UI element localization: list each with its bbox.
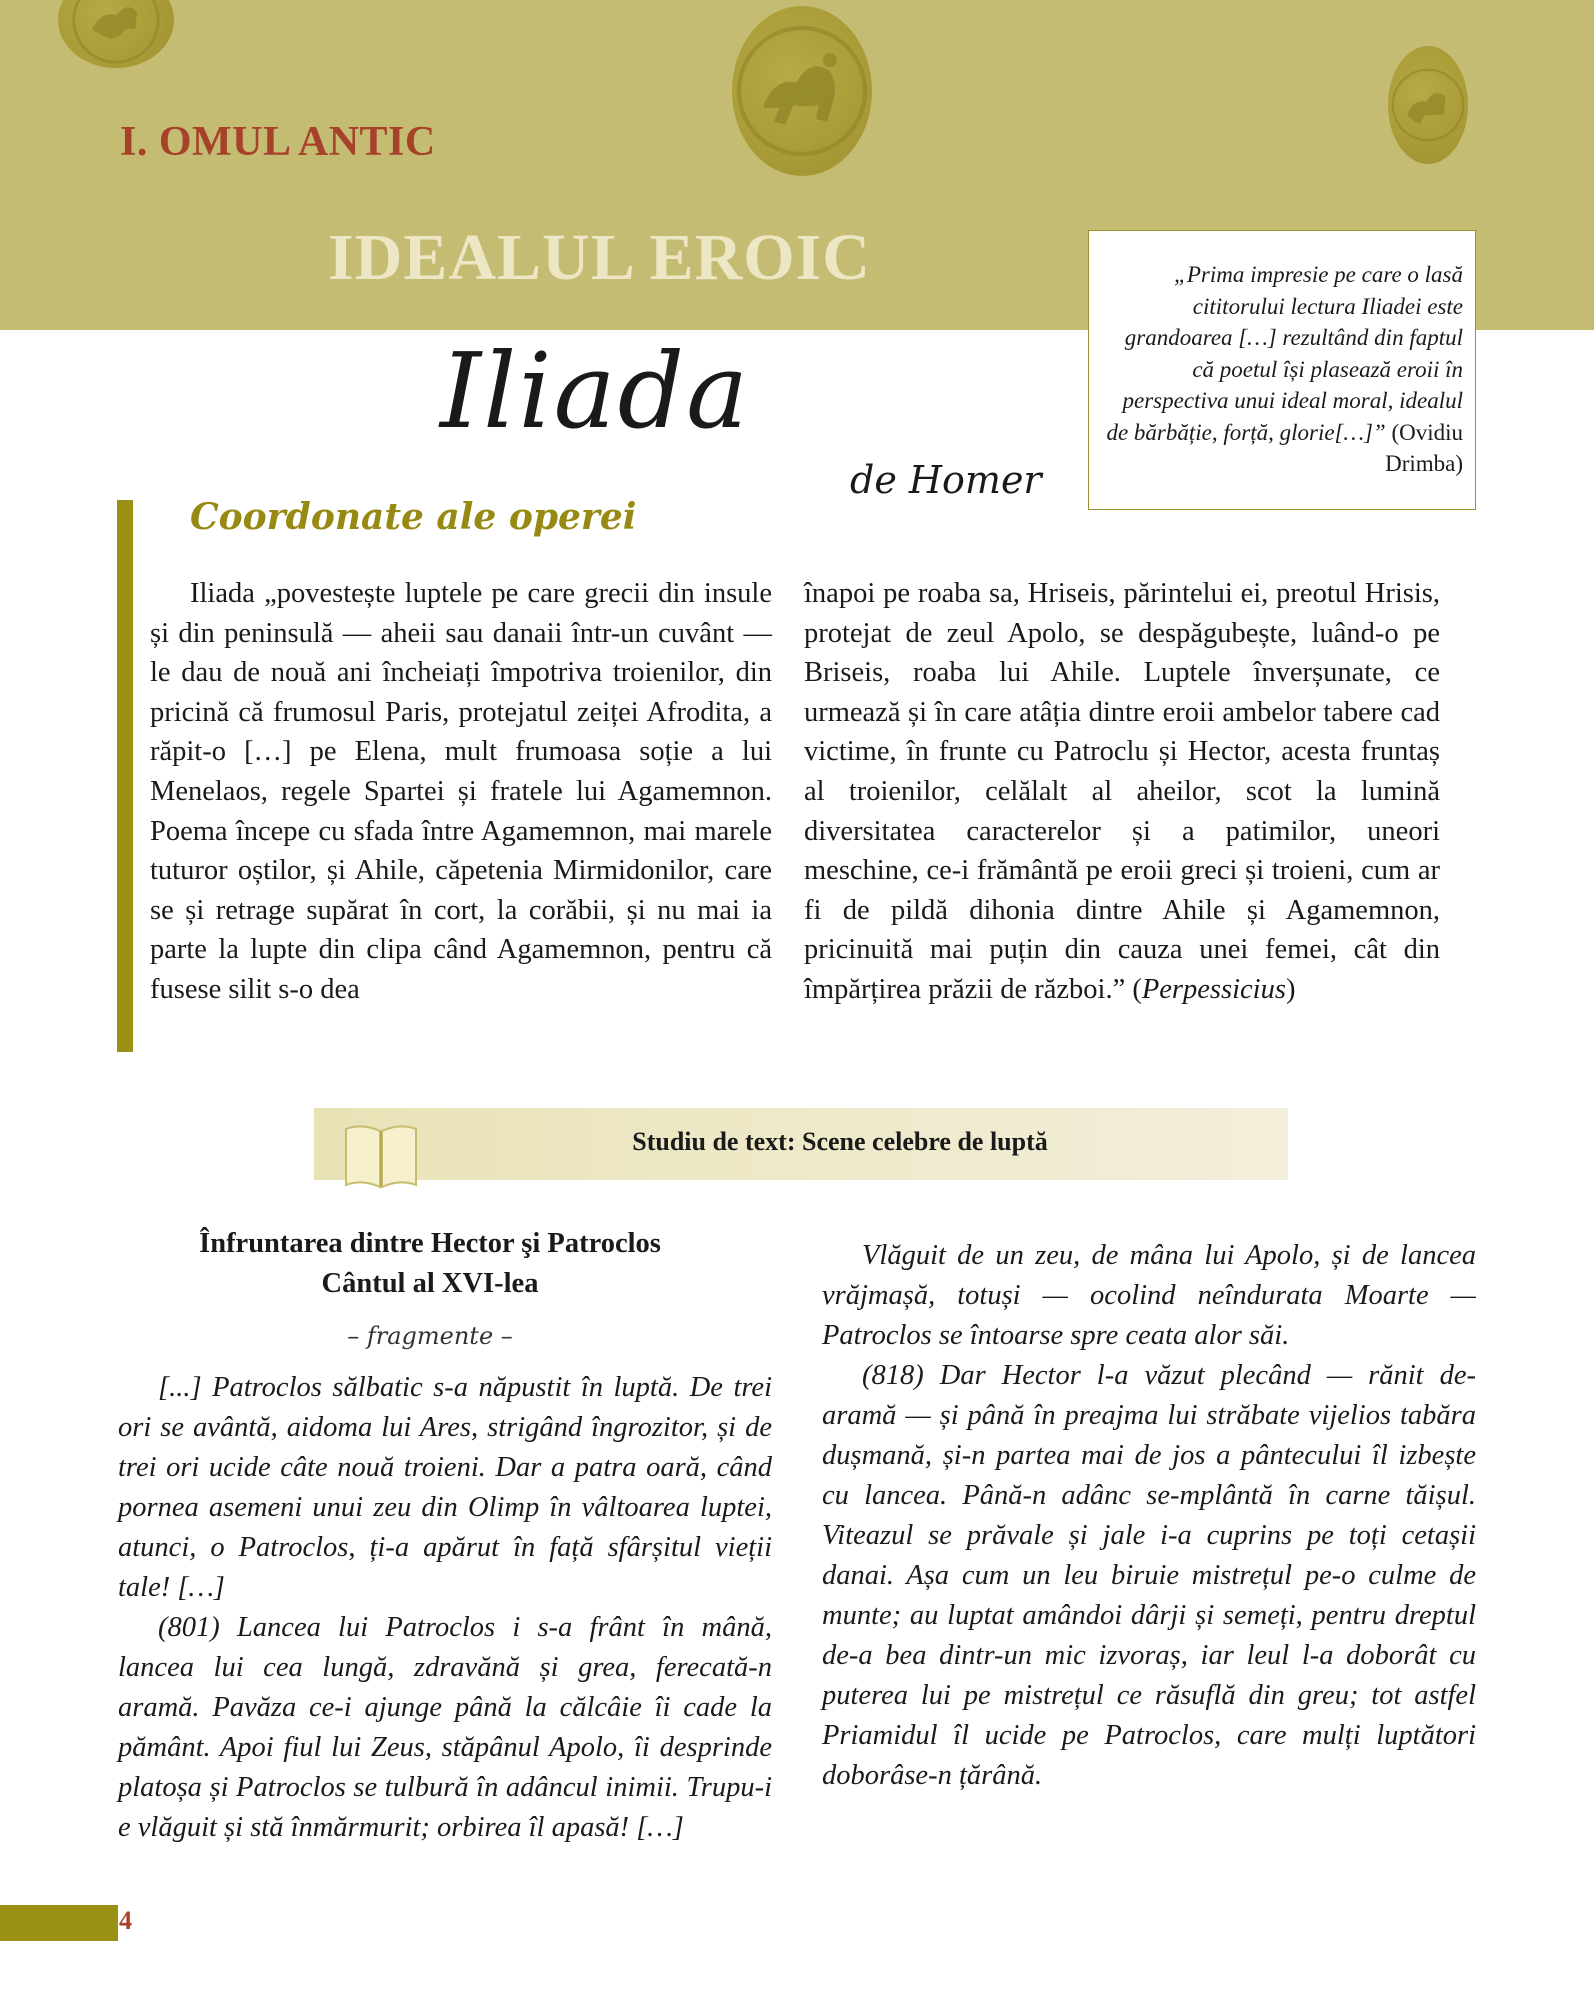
fragment-right-paragraph: (818) Dar Hector l-a văzut plecând — rănit de-aramă — și până în preajma lui străbate vijelios tabăra dușmană, și-n partea mai de jos a pântecului îl izbește cu lancea. Până-n adânc se-mplântă în carne tăișul. Viteazul se prăvale și jale i-a cuprins pe toți cetașii danai. Așa cum un leu biruie mistrețul pe-o culme de munte; au luptat amândoi dârji și semeți, pentru dreptul de-a bea dintr-un mic izvoraș, iar leul l-a doborât cu puterea lui pe mistrețul ce răsuflă din greu; tot astfel Priamidul îl ucide pe Patroclos, care mulți luptători doborâse-n țărână.	[822, 1360, 1476, 1791]
intro-right-text: înapoi pe roaba sa, Hriseis, părintelui ei, preotul Hrisis, protejat de zeul Apolo, se despăgubește, luând-o pe Briseis, roaba lui Ahile. Luptele înverșunate, ce urmează și în care atâția dintre eroii ambelor tabere cad victime, în frunte cu Patroclu și Hector, acesta fruntaș al troienilor, celălalt al aheilor, scot la lumină diversitatea caracterelor și a patimilor, uneori meschine, ce-i frământă pe eroii greci și troieni, cum ar fi de pildă dihonia dintre Ahile și Agamemnon, pricinuită mai puțin din cauza unei femei, cât din împărțirea prăzii de război.”	[804, 578, 1440, 1005]
page-number: 4	[119, 1906, 132, 1935]
fragment-right-column	[822, 1236, 1476, 1796]
intro-right-source: Perpessicius	[1141, 973, 1286, 1005]
epigraph-quote-source: (Ovidiu Drimba)	[1385, 419, 1463, 476]
coin-left-icon	[58, 0, 174, 68]
intro-right-paragraph: înapoi pe roaba sa, Hriseis, părintelui ei, preotul Hrisis, protejat de zeul Apolo, se despăgubește, luând-o pe Briseis, roaba lui Ahile. Luptele înverșunate, ce urmează și în care atâția dintre eroii ambelor tabere cad victime, în frunte cu Patroclu și Hector, acesta fruntaș al troienilor, celălalt al aheilor, scot la lumină diversitatea caracterelor și a patimilor, uneori meschine, ce-i frământă pe eroii greci și troieni, cum ar fi de pildă dihonia dintre Ahile și Agamemnon, pricinuită mai puțin din cauza unei femei, cât din împărțirea prăzii de război.” (Perpessicius)	[804, 578, 1440, 1005]
epigraph-quote-text: „Prima impresie pe care o lasă cititorului lectura Iliadei este grandoarea […] rezultând din faptul că poetul își plasează eroii în perspectiva unui ideal moral, idealul de bărbăție, forță, glorie[…]”	[1106, 262, 1463, 445]
coin-center-icon	[732, 6, 872, 176]
intro-left-paragraph: Iliada „povestește luptele pe care grecii din insule și din peninsulă — aheii sau danaii într-un cuvânt — le dau de nouă ani încheiați împotriva troienilor, din pricină că frumosul Paris, protejatul zeiței Afrodita, a răpit-o […] pe Elena, mult frumoasa soție a lui Menelaos, regele Spartei și fratele lui Agamemnon. Poema începe cu sfada între Agamemnon, mai marele tuturor oștilor, și Ahile, căpetenia Mirmidonilor, care se și retrage supărat în cort, la corăbii, și nu mai ia parte la lupte din clipa când Agamemnon, pentru că fusese silit s-o dea	[150, 578, 772, 1005]
study-label: Studiu de text: Scene celebre de luptă	[632, 1127, 1048, 1156]
intro-subheading: Coordonate ale operei	[190, 496, 637, 538]
page-number-bar	[0, 1905, 118, 1941]
fragment-canto: Cântul al XVI-lea	[321, 1268, 539, 1299]
intro-right-column	[804, 574, 1440, 1010]
epigraph-quote-box	[1088, 230, 1476, 510]
fragment-note: – fragmente –	[347, 1322, 513, 1350]
fragment-left-paragraph: [...] Patroclos sălbatic s-a năpustit în luptă. De trei ori se avântă, aidoma lui Ares, strigând îngrozitor, și de trei ori ucide câte nouă troieni. Dar a patra oară, când pornea asemeni unui zeu din Olimp în vâltoarea luptei, atunci, o Patroclos, ți-a apărut în față sfârșitul vieții tale! […]	[118, 1372, 772, 1603]
work-author: de Homer	[850, 458, 1042, 502]
coin-right-icon	[1388, 46, 1468, 164]
fragment-left-paragraph: (801) Lancea lui Patroclos i s-a frânt în mână, lancea lui cea lungă, zdravănă și grea, ferecată-n aramă. Pavăza ce-i ajunge până la călcâie îi cade la pământ. Apoi fiul lui Zeus, stăpânul Apolo, îi desprinde platoșa și Patroclos se tulbură în adâncul inimii. Trupu-i e vlăguit și stă înmărmurit; orbirea îl apasă! […]	[118, 1612, 772, 1843]
fragment-right-paragraph: Vlăguit de un zeu, de mâna lui Apolo, și de lancea vrăjmașă, totuși — ocolind neîndurata Moarte — Patroclos se întoarse spre ceata alor săi.	[822, 1240, 1476, 1351]
open-book-icon	[340, 1115, 422, 1195]
intro-left-column	[150, 574, 772, 1010]
chapter-title: IDEALUL EROIC	[328, 221, 871, 294]
fragment-left-column	[118, 1368, 772, 1848]
fragment-title: Înfruntarea dintre Hector şi Patroclos	[199, 1228, 661, 1259]
section-label: I. OMUL ANTIC	[120, 119, 436, 165]
intro-accent-bar	[117, 500, 133, 1052]
work-title: Iliada	[440, 330, 751, 452]
fragment-heading	[150, 1224, 710, 1304]
